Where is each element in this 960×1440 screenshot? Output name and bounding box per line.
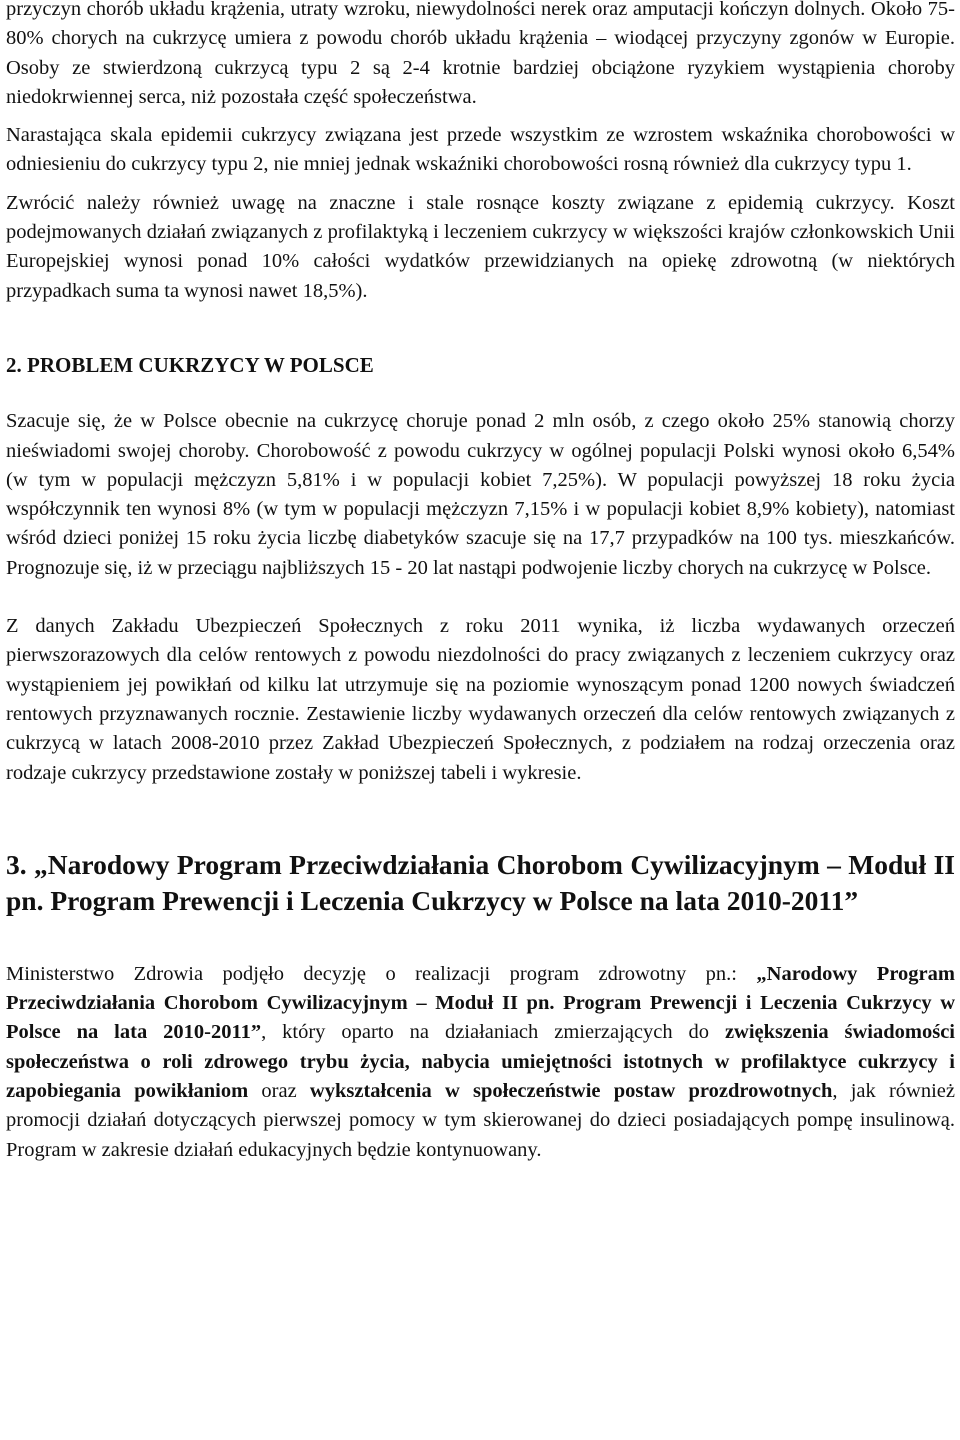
program-name-bold: „Narodowy Program Przeciwdziałania Chorobom Cywilizacyjnym – Moduł II pn. Program Prewencji i Leczenia Cukrzycy w Polsce na lata 2010-2011” [6, 962, 955, 1044]
program-text-3: oraz [248, 1080, 310, 1103]
paragraph-zus-data: Z danych Zakładu Ubezpieczeń Społecznych z roku 2011 wynika, iż liczba wydawanych orzeczeń pierwszorazowych dla celów rentowych z powodu niezdolności do pracy związanych z leczeniem cukrzycy oraz wystąpieniem jej powikłań od kilku lat utrzymuje się na poziomie wynoszącym ponad 1200 nowych świadczeń rentowych przyznawanych rocznie. Zestawienie liczby wydawanych orzeczeń dla celów rentowych związanych z cukrzycą w latach 2008-2010 przez Zakład Ubezpieczeń Społecznych, z podziałem na rodzaj orzeczenia oraz rodzaje cukrzycy przedstawione zostały w poniższej tabeli i wykresie. [6, 615, 955, 784]
paragraph-costs: Zwrócić należy również uwagę na znaczne i stale rosnące koszty związane z epidemią cukrzycy. Koszt podejmowanych działań związanych z profilaktyką i leczeniem cukrzycy w większości krajów członkowskich Unii Europejskiej wynosi ponad 10% całości wydatków przewidzianych na opiekę zdrowotną (w niektórych przypadkach suma ta wynosi nawet 18,5%). [6, 191, 955, 302]
section-heading-3: 3. „Narodowy Program Przeciwdziałania Chorobom Cywilizacyjnym – Moduł II pn. Program Prewencji i Leczenia Cukrzycy w Polsce na lata 2010-2011” [6, 848, 955, 917]
paragraph-cardiovascular-risk: przyczyn chorób układu krążenia, utraty wzroku, niewydolności nerek oraz amputacji kończyn dolnych. Około 75-80% chorych na cukrzycę umiera z powodu chorób układu krążenia – wiodącej przyczyny zgonów w Europie. Osoby ze stwierdzoną cukrzycą typu 2 są 2-4 krotnie bardziej obciążone ryzykiem wystąpienia choroby niedokrwiennej serca, niż pozostała część społeczeństwa. [6, 0, 955, 108]
program-text-4: , jak również promocji działań dotyczących pierwszej pomocy w tym skierowanej do dzieci posiadających pompę insulinową. Program w zakresie działań edukacyjnych będzie kontynuowany. [6, 1080, 955, 1161]
paragraph-program-description [6, 960, 955, 1165]
program-goal-bold-2: wykształcenia w społeczeństwie postaw prozdrowotnych [309, 1080, 833, 1103]
program-text-2: , który oparto na działaniach zmierzających do [261, 1021, 725, 1044]
paragraph-epidemic-scale: Narastająca skala epidemii cukrzycy związana jest przede wszystkim ze wzrostem wskaźnika chorobowości w odniesieniu do cukrzycy typu 2, nie mniej jednak wskaźniki chorobowości rosną również dla cukrzycy typu 1. [6, 124, 955, 176]
program-text-1: Ministerstwo Zdrowia podjęło decyzję o realizacji program zdrowotny pn.: [6, 962, 757, 985]
paragraph-poland-prevalence: Szacuje się, że w Polsce obecnie na cukrzycę choruje ponad 2 mln osób, z czego około 25% stanowią chorzy nieświadomi swojej choroby. Chorobowość z powodu cukrzycy w ogólnej populacji Polski wynosi około 6,54% (w tym w populacji mężczyzn 5,81% i w populacji kobiet 7,25%). W populacji powyższej 18 roku życia współczynnik ten wynosi 8% (w tym w populacji mężczyzn 7,15% i w populacji kobiet 8,9% kobiety), natomiast wśród dzieci poniżej 15 roku życia liczbę diabetyków szacuje się na 17,7 przypadków na 100 tys. mieszkańców. Prognozuje się, iż w przeciągu najbliższych 15 - 20 lat nastąpi podwojenie liczby chorych na cukrzycę w Polsce. [6, 410, 955, 579]
program-goal-bold-1: zwiększenia świadomości społeczeństwa o roli zdrowego trybu życia, nabycia umiejętności istotnych w profilaktyce cukrzycy i zapobiegania powikłaniom [6, 1021, 955, 1103]
section-heading-2: 2. PROBLEM CUKRZYCY W POLSCE [6, 352, 374, 377]
